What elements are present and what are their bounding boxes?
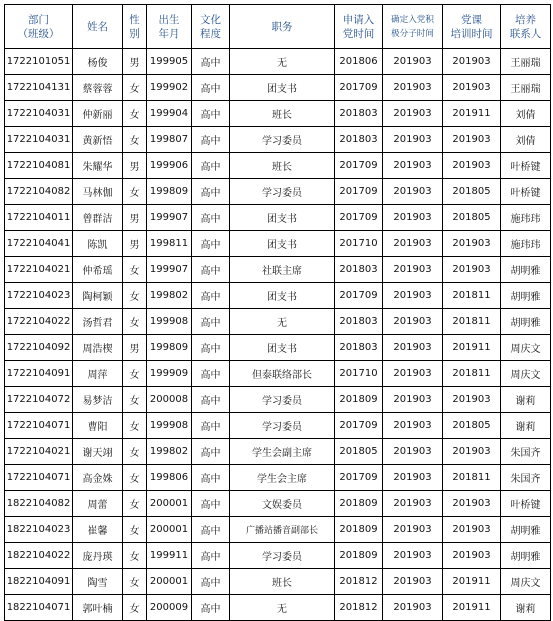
gender-cell: 女 [123, 75, 147, 101]
activist-date-cell: 201903 [383, 595, 443, 621]
apply-date-header [335, 5, 383, 49]
position-cell: 文娱委员 [230, 491, 335, 517]
training-date-header [443, 5, 501, 49]
position-cell: 班长 [230, 153, 335, 179]
dept-cell: 1722101051 [5, 49, 73, 75]
name-cell: 马林伽 [73, 179, 123, 205]
gender-cell: 女 [123, 543, 147, 569]
dept-cell: 1822104022 [5, 543, 73, 569]
name-cell: 周浩楔 [73, 335, 123, 361]
birth-cell: 199906 [147, 153, 192, 179]
gender-cell: 女 [123, 361, 147, 387]
position-cell: 无 [230, 309, 335, 335]
activist-date-cell: 201903 [383, 231, 443, 257]
training-date-cell: 201903 [443, 153, 501, 179]
apply-date-cell: 201809 [335, 517, 383, 543]
position-cell: 班长 [230, 101, 335, 127]
birth-cell: 199907 [147, 257, 192, 283]
education-cell: 高中 [192, 543, 230, 569]
table-row [5, 569, 551, 595]
dept-cell: 1722104021 [5, 439, 73, 465]
training-date-cell: 201903 [443, 517, 501, 543]
name-cell: 陈凯 [73, 231, 123, 257]
dept-cell: 1722104071 [5, 413, 73, 439]
contact-cell: 王丽瑞 [501, 75, 551, 101]
activist-date-cell: 201903 [383, 543, 443, 569]
apply-date-cell: 201809 [335, 387, 383, 413]
contact-cell: 叶桥键 [501, 153, 551, 179]
contact-header [501, 5, 551, 49]
dept-cell: 1722104082 [5, 179, 73, 205]
dept-cell: 1722104091 [5, 361, 73, 387]
birth-cell: 199911 [147, 543, 192, 569]
apply-date-cell: 201709 [335, 465, 383, 491]
contact-cell: 朱国齐 [501, 465, 551, 491]
header-row [5, 5, 551, 49]
apply-date-cell: 201805 [335, 439, 383, 465]
education-cell: 高中 [192, 49, 230, 75]
header-text: 性 [129, 13, 140, 26]
apply-date-cell: 201709 [335, 205, 383, 231]
position-cell: 学生会副主席 [230, 439, 335, 465]
training-date-cell: 201903 [443, 491, 501, 517]
position-cell: 班长 [230, 569, 335, 595]
activist-date-cell: 201903 [383, 361, 443, 387]
table-row [5, 205, 551, 231]
name-cell: 周萍 [73, 361, 123, 387]
header-text: 党时间 [342, 27, 375, 40]
header-text: 培养 [515, 13, 536, 26]
table-row [5, 595, 551, 621]
apply-date-cell: 201809 [335, 491, 383, 517]
header-text: 别 [129, 27, 140, 40]
header-text: （班级） [17, 27, 60, 40]
activist-date-cell: 201903 [383, 153, 443, 179]
name-cell: 朱耀华 [73, 153, 123, 179]
education-cell: 高中 [192, 465, 230, 491]
dept-cell: 1722104031 [5, 101, 73, 127]
header-text: 姓名 [87, 20, 108, 33]
gender-cell: 女 [123, 127, 147, 153]
apply-date-cell: 201803 [335, 309, 383, 335]
table-row [5, 517, 551, 543]
name-cell: 蔡蓉蓉 [73, 75, 123, 101]
table-row [5, 75, 551, 101]
contact-cell: 胡明雅 [501, 517, 551, 543]
name-cell: 曾群洁 [73, 205, 123, 231]
apply-date-cell: 201803 [335, 257, 383, 283]
header-text: 程度 [200, 27, 221, 40]
activist-date-cell: 201903 [383, 127, 443, 153]
name-cell: 崔馨 [73, 517, 123, 543]
header-text: 职务 [271, 20, 293, 33]
table-row [5, 49, 551, 75]
gender-cell: 女 [123, 491, 147, 517]
education-cell: 高中 [192, 387, 230, 413]
birth-cell: 199905 [147, 49, 192, 75]
activist-date-cell: 201903 [383, 465, 443, 491]
activist-date-header [383, 5, 443, 49]
contact-cell: 周庆文 [501, 569, 551, 595]
header-text: 确定入党积 [391, 14, 434, 25]
gender-cell: 女 [123, 517, 147, 543]
dept-cell: 1722104092 [5, 335, 73, 361]
position-cell: 团支书 [230, 205, 335, 231]
contact-cell: 胡明雅 [501, 309, 551, 335]
name-cell: 高金姝 [73, 465, 123, 491]
education-cell: 高中 [192, 283, 230, 309]
position-cell: 社联主席 [230, 257, 335, 283]
gender-cell: 女 [123, 387, 147, 413]
contact-cell: 胡明雅 [501, 283, 551, 309]
position-cell: 无 [230, 595, 335, 621]
name-header [73, 5, 123, 49]
name-cell: 曹阳 [73, 413, 123, 439]
birth-cell: 200001 [147, 517, 192, 543]
education-cell: 高中 [192, 257, 230, 283]
contact-cell: 王丽瑞 [501, 49, 551, 75]
activist-date-cell: 201903 [383, 387, 443, 413]
birth-cell: 199806 [147, 465, 192, 491]
position-cell: 学生会主席 [230, 465, 335, 491]
birth-cell: 199811 [147, 231, 192, 257]
name-cell: 仲希瑶 [73, 257, 123, 283]
training-date-cell: 201911 [443, 101, 501, 127]
table-row [5, 179, 551, 205]
birth-cell: 199802 [147, 439, 192, 465]
table-row [5, 127, 551, 153]
birth-cell: 199809 [147, 335, 192, 361]
birth-header [147, 5, 192, 49]
apply-date-cell: 201709 [335, 153, 383, 179]
dept-cell: 1822104023 [5, 517, 73, 543]
contact-cell: 周庆文 [501, 361, 551, 387]
position-header [230, 5, 335, 49]
gender-cell: 男 [123, 231, 147, 257]
education-cell: 高中 [192, 413, 230, 439]
activist-date-cell: 201903 [383, 569, 443, 595]
dept-cell: 1722104011 [5, 205, 73, 231]
table-body [5, 49, 551, 621]
contact-cell: 谢莉 [501, 595, 551, 621]
name-cell: 汤哲君 [73, 309, 123, 335]
gender-cell: 男 [123, 205, 147, 231]
position-cell: 无 [230, 49, 335, 75]
activist-date-cell: 201903 [383, 257, 443, 283]
dept-cell: 1722104131 [5, 75, 73, 101]
education-cell: 高中 [192, 101, 230, 127]
training-date-cell: 201911 [443, 569, 501, 595]
dept-cell: 1822104082 [5, 491, 73, 517]
table-row [5, 153, 551, 179]
activist-date-cell: 201903 [383, 75, 443, 101]
gender-cell: 女 [123, 413, 147, 439]
training-date-cell: 201903 [443, 439, 501, 465]
header-text: 部门 [28, 13, 49, 26]
birth-cell: 200009 [147, 595, 192, 621]
position-cell: 学习委员 [230, 413, 335, 439]
name-cell: 庞丹瑛 [73, 543, 123, 569]
education-cell: 高中 [192, 361, 230, 387]
birth-cell: 199807 [147, 127, 192, 153]
education-cell: 高中 [192, 309, 230, 335]
contact-cell: 叶桥键 [501, 179, 551, 205]
table-row [5, 387, 551, 413]
education-cell: 高中 [192, 127, 230, 153]
training-date-cell: 201903 [443, 49, 501, 75]
activist-date-cell: 201903 [383, 49, 443, 75]
activist-date-cell: 201903 [383, 283, 443, 309]
birth-cell: 199904 [147, 101, 192, 127]
training-date-cell: 201811 [443, 361, 501, 387]
activist-date-cell: 201903 [383, 517, 443, 543]
gender-cell: 女 [123, 257, 147, 283]
position-cell: 学习委员 [230, 179, 335, 205]
training-date-cell: 201903 [443, 127, 501, 153]
name-cell: 谢天翊 [73, 439, 123, 465]
training-date-cell: 201811 [443, 465, 501, 491]
birth-cell: 199908 [147, 309, 192, 335]
activist-date-cell: 201903 [383, 413, 443, 439]
contact-cell: 谢莉 [501, 387, 551, 413]
table-row [5, 231, 551, 257]
birth-cell: 200001 [147, 491, 192, 517]
gender-cell: 女 [123, 465, 147, 491]
apply-date-cell: 201709 [335, 413, 383, 439]
birth-cell: 199809 [147, 179, 192, 205]
name-cell: 陶雪 [73, 569, 123, 595]
gender-cell: 男 [123, 49, 147, 75]
training-date-cell: 201903 [443, 257, 501, 283]
birth-cell: 199907 [147, 205, 192, 231]
header-text: 联系人 [509, 27, 542, 40]
activist-date-cell: 201903 [383, 491, 443, 517]
dept-cell: 1822104071 [5, 595, 73, 621]
dept-cell: 1722104021 [5, 257, 73, 283]
table-row [5, 361, 551, 387]
apply-date-cell: 201812 [335, 569, 383, 595]
education-header [192, 5, 230, 49]
table-row [5, 413, 551, 439]
contact-cell: 胡明雅 [501, 257, 551, 283]
position-cell: 学习委员 [230, 387, 335, 413]
training-date-cell: 201811 [443, 309, 501, 335]
training-date-cell: 201903 [443, 387, 501, 413]
gender-header [123, 5, 147, 49]
position-cell: 团支书 [230, 75, 335, 101]
activist-date-cell: 201903 [383, 335, 443, 361]
birth-cell: 199908 [147, 413, 192, 439]
gender-cell: 女 [123, 439, 147, 465]
gender-cell: 女 [123, 309, 147, 335]
header-text: 文化 [200, 13, 221, 26]
dept-cell: 1722104023 [5, 283, 73, 309]
table-row [5, 335, 551, 361]
training-date-cell: 201911 [443, 595, 501, 621]
gender-cell: 男 [123, 335, 147, 361]
table-row [5, 283, 551, 309]
birth-cell: 199909 [147, 361, 192, 387]
name-cell: 陶柯颖 [73, 283, 123, 309]
dept-cell: 1722104072 [5, 387, 73, 413]
education-cell: 高中 [192, 153, 230, 179]
name-cell: 郭叶楠 [73, 595, 123, 621]
education-cell: 高中 [192, 335, 230, 361]
training-date-cell: 201903 [443, 543, 501, 569]
contact-cell: 胡明雅 [501, 543, 551, 569]
contact-cell: 谢莉 [501, 413, 551, 439]
name-cell: 仲新丽 [73, 101, 123, 127]
apply-date-cell: 201710 [335, 361, 383, 387]
education-cell: 高中 [192, 205, 230, 231]
training-date-cell: 201805 [443, 205, 501, 231]
contact-cell: 刘倩 [501, 127, 551, 153]
header-text: 年月 [158, 27, 180, 40]
training-date-cell: 201805 [443, 179, 501, 205]
activist-date-cell: 201903 [383, 179, 443, 205]
education-cell: 高中 [192, 569, 230, 595]
education-cell: 高中 [192, 517, 230, 543]
apply-date-cell: 201709 [335, 75, 383, 101]
position-cell: 团支书 [230, 283, 335, 309]
training-date-cell: 201911 [443, 335, 501, 361]
gender-cell: 女 [123, 569, 147, 595]
dept-cell: 1722104041 [5, 231, 73, 257]
gender-cell: 女 [123, 179, 147, 205]
table-row [5, 101, 551, 127]
position-cell: 但泰联络部长 [230, 361, 335, 387]
table-row [5, 465, 551, 491]
apply-date-cell: 201806 [335, 49, 383, 75]
dept-header [5, 5, 73, 49]
gender-cell: 女 [123, 595, 147, 621]
education-cell: 高中 [192, 231, 230, 257]
apply-date-cell: 201710 [335, 231, 383, 257]
contact-cell: 叶桥键 [501, 491, 551, 517]
education-cell: 高中 [192, 595, 230, 621]
gender-cell: 女 [123, 101, 147, 127]
table-row [5, 257, 551, 283]
birth-cell: 199802 [147, 283, 192, 309]
dept-cell: 1722104081 [5, 153, 73, 179]
header-text: 出生 [158, 13, 180, 26]
apply-date-cell: 201803 [335, 101, 383, 127]
header-text: 申请入 [342, 13, 375, 26]
contact-cell: 刘倩 [501, 101, 551, 127]
member-table [4, 4, 551, 621]
training-date-cell: 201805 [443, 413, 501, 439]
apply-date-cell: 201812 [335, 595, 383, 621]
activist-date-cell: 201903 [383, 205, 443, 231]
gender-cell: 女 [123, 283, 147, 309]
apply-date-cell: 201803 [335, 127, 383, 153]
contact-cell: 朱国齐 [501, 439, 551, 465]
apply-date-cell: 201809 [335, 543, 383, 569]
position-cell: 广播站播音副部长 [230, 517, 335, 543]
training-date-cell: 201903 [443, 75, 501, 101]
position-cell: 学习委员 [230, 543, 335, 569]
table-row [5, 543, 551, 569]
table-row [5, 491, 551, 517]
position-cell: 团支书 [230, 231, 335, 257]
education-cell: 高中 [192, 179, 230, 205]
name-cell: 易梦洁 [73, 387, 123, 413]
header-text: 极分子时间 [391, 28, 434, 39]
dept-cell: 1722104022 [5, 309, 73, 335]
dept-cell: 1822104091 [5, 569, 73, 595]
position-cell: 学习委员 [230, 127, 335, 153]
contact-cell: 周庆文 [501, 335, 551, 361]
education-cell: 高中 [192, 491, 230, 517]
header-text: 培训时间 [450, 27, 493, 40]
dept-cell: 1722104071 [5, 465, 73, 491]
activist-date-cell: 201903 [383, 309, 443, 335]
education-cell: 高中 [192, 75, 230, 101]
name-cell: 周蕾 [73, 491, 123, 517]
name-cell: 杨俊 [73, 49, 123, 75]
training-date-cell: 201811 [443, 283, 501, 309]
contact-cell: 施玮玮 [501, 231, 551, 257]
training-date-cell: 201903 [443, 231, 501, 257]
activist-date-cell: 201903 [383, 101, 443, 127]
header-text: 党课 [461, 13, 482, 26]
name-cell: 黄新悟 [73, 127, 123, 153]
gender-cell: 男 [123, 153, 147, 179]
birth-cell: 199902 [147, 75, 192, 101]
contact-cell: 施玮玮 [501, 205, 551, 231]
table-row [5, 439, 551, 465]
apply-date-cell: 201709 [335, 283, 383, 309]
activist-date-cell: 201903 [383, 439, 443, 465]
education-cell: 高中 [192, 439, 230, 465]
table-row [5, 309, 551, 335]
birth-cell: 200008 [147, 387, 192, 413]
birth-cell: 200001 [147, 569, 192, 595]
apply-date-cell: 201803 [335, 335, 383, 361]
position-cell: 团支书 [230, 335, 335, 361]
dept-cell: 1722104031 [5, 127, 73, 153]
apply-date-cell: 201709 [335, 179, 383, 205]
